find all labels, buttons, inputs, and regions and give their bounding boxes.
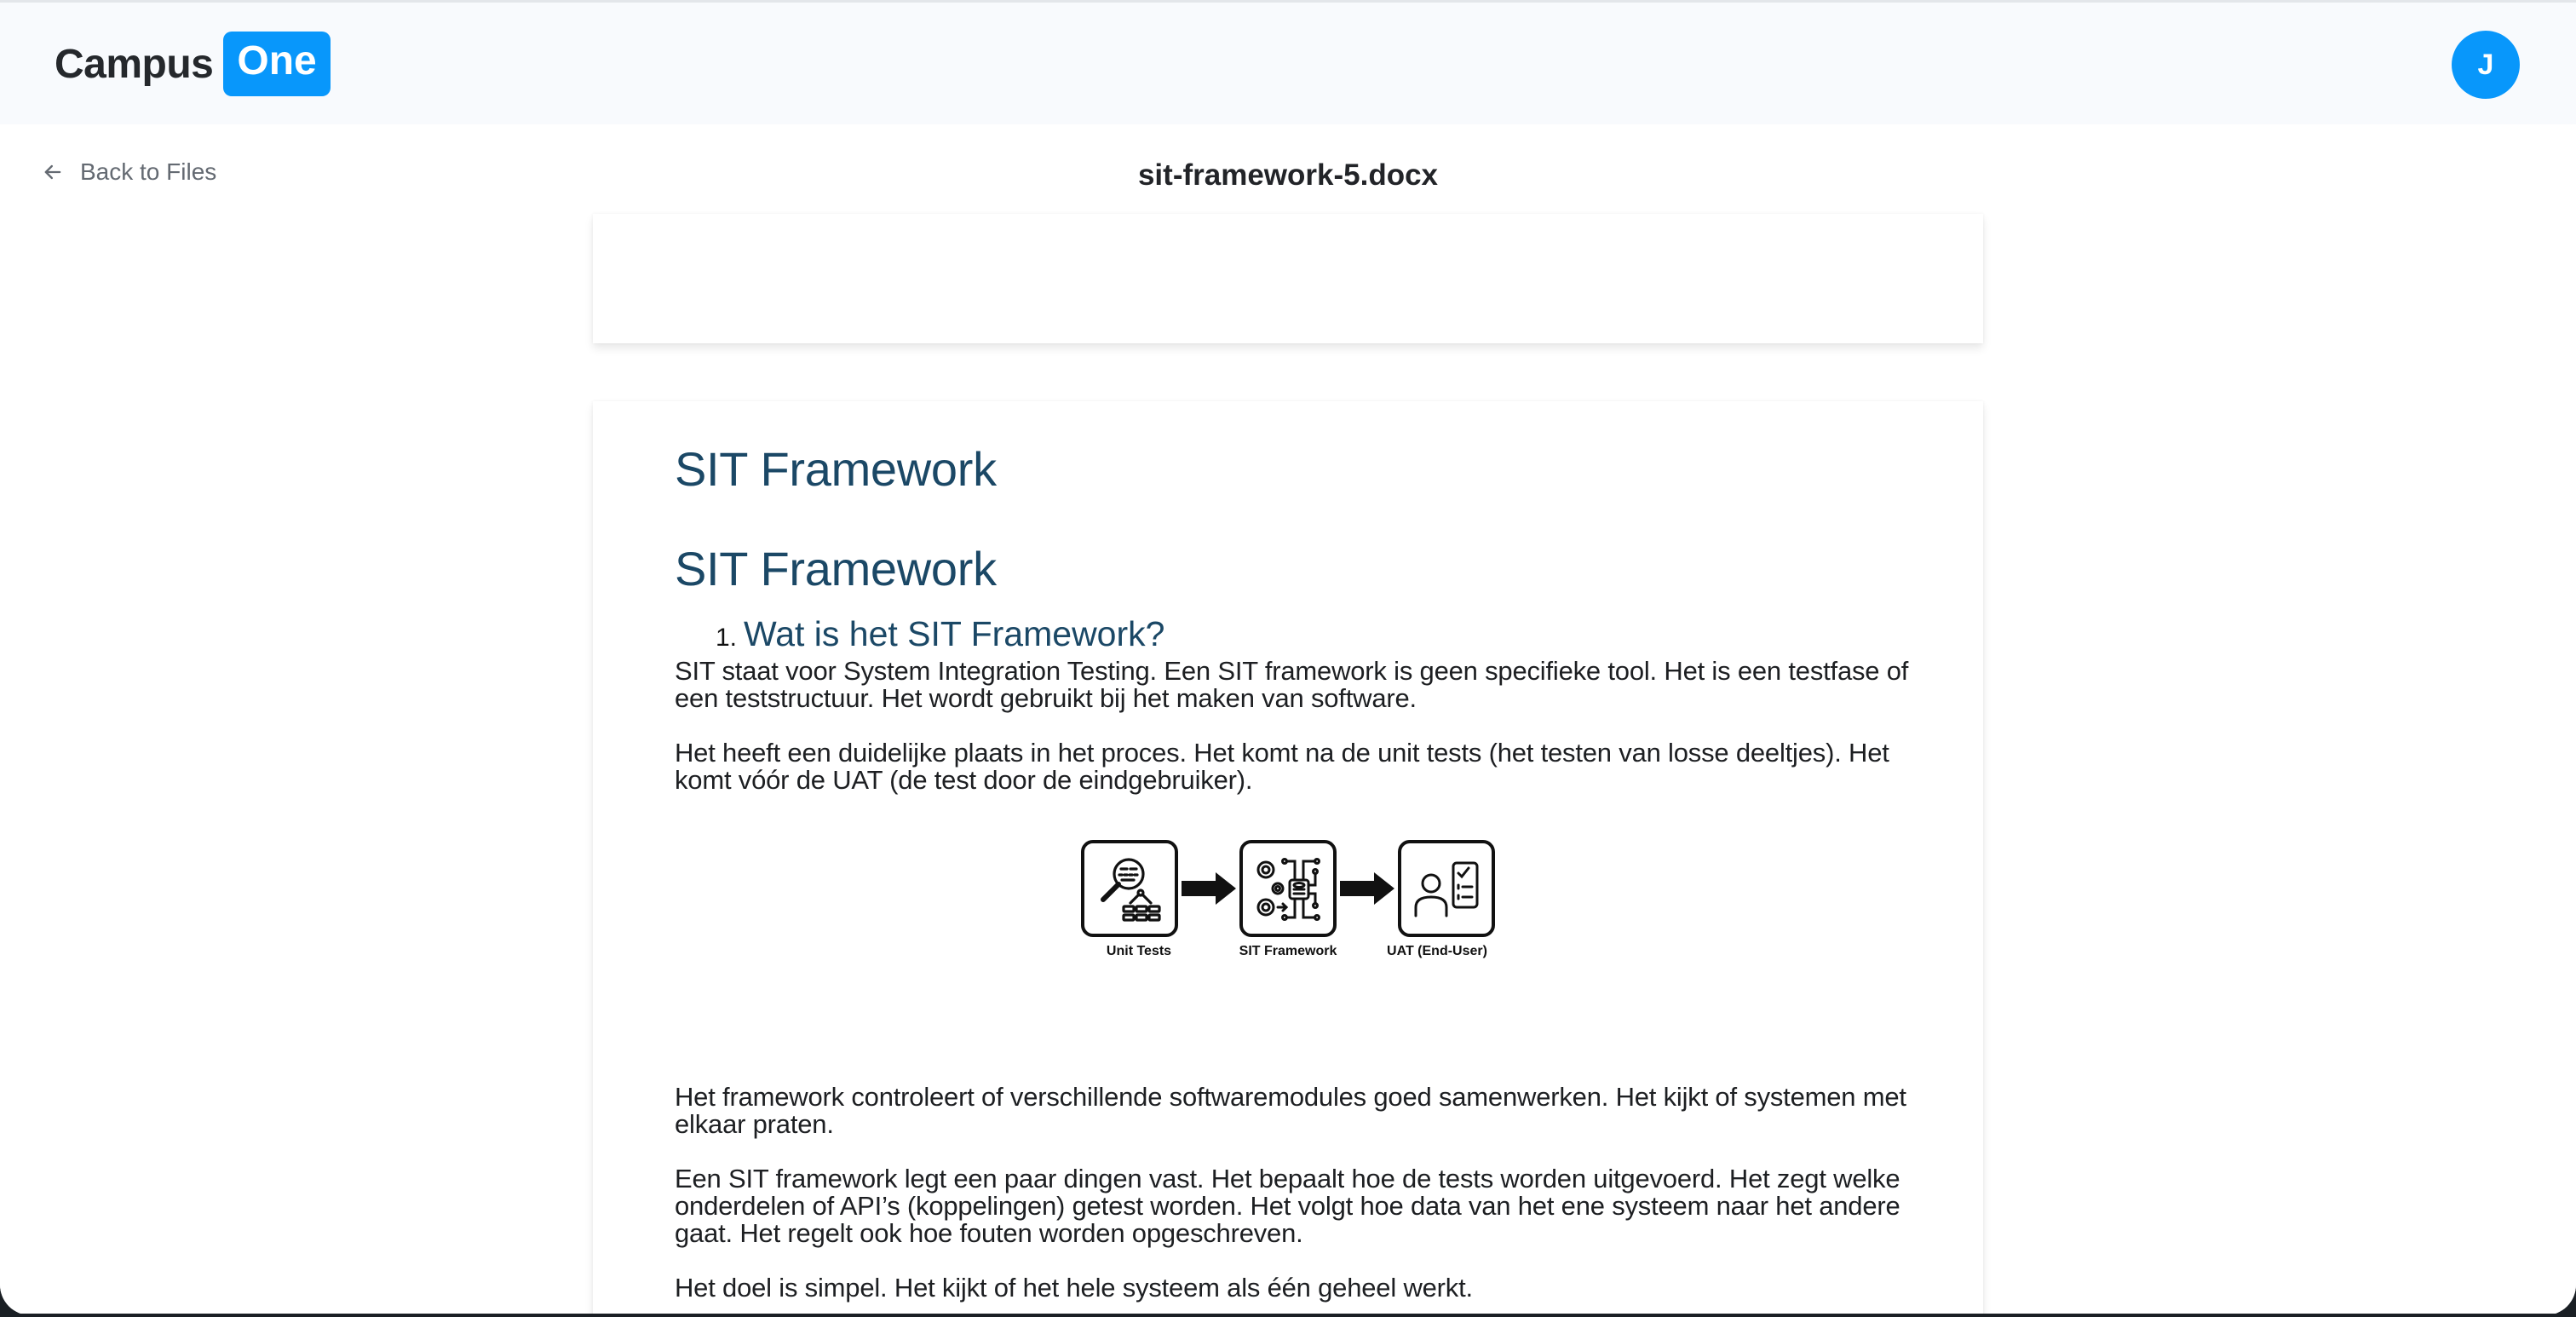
brand-badge: One bbox=[223, 32, 330, 96]
figure-label: Unit Tests bbox=[1106, 944, 1172, 959]
section-heading bbox=[675, 614, 1901, 654]
process-figure bbox=[675, 840, 1901, 1032]
paragraph: Het framework controleert of verschillende softwaremodules goed samenwerken. Het kijkt of systemen met elkaar praten. bbox=[675, 1082, 1906, 1140]
doc-title: SIT Framework bbox=[675, 442, 997, 496]
user-checklist-icon bbox=[1398, 840, 1495, 937]
arrow-right-icon bbox=[1182, 872, 1236, 905]
user-avatar[interactable]: J bbox=[2452, 31, 2520, 99]
section-title: Wat is het SIT Framework? bbox=[744, 614, 1165, 654]
file-title: sit-framework-5.docx bbox=[1137, 158, 1439, 192]
figure-label: UAT (End-User) bbox=[1387, 944, 1487, 959]
magnifier-tree-icon bbox=[1081, 840, 1178, 937]
top-bar bbox=[0, 3, 2576, 124]
gears-chip-icon bbox=[1239, 840, 1337, 937]
document-toolbar bbox=[0, 124, 2576, 222]
figure-label: SIT Framework bbox=[1239, 944, 1337, 959]
paragraph: Het heeft een duidelijke plaats in het proces. Het komt na de unit tests (het testen van losse deeltjes). Het komt vóór de UAT (de test door de eindgebruiker). bbox=[675, 738, 1889, 796]
document-page-previous bbox=[593, 214, 1983, 343]
paragraph: SIT staat voor System Integration Testing. Een SIT framework is geen specifieke tool. Het is een testfase of een teststructuur. Het wordt gebruikt bij het maken van software. bbox=[675, 656, 1909, 714]
doc-heading: SIT Framework bbox=[675, 542, 997, 596]
document-viewer[interactable] bbox=[0, 222, 2576, 1315]
document-page bbox=[593, 401, 1983, 1315]
back-to-files-label: Back to Files bbox=[80, 158, 217, 185]
paragraph: Een SIT framework legt een paar dingen vast. Het bepaalt hoe de tests worden uitgevoerd. Het zegt welke onderdelen of API’s (koppelingen) getest worden. Het volgt hoe data van het ene systeem naar het andere gaat. Het regelt ook hoe fouten worden opgeschreven. bbox=[675, 1164, 1900, 1249]
brand-word: Campus bbox=[55, 41, 214, 87]
desktop-background bbox=[0, 1314, 2576, 1317]
arrow-right-icon bbox=[1340, 872, 1394, 905]
brand-logo[interactable] bbox=[55, 32, 331, 96]
section-number: 1. bbox=[716, 624, 738, 653]
paragraph: Het doel is simpel. Het kijkt of het hele systeem als één geheel werkt. bbox=[675, 1273, 1473, 1303]
